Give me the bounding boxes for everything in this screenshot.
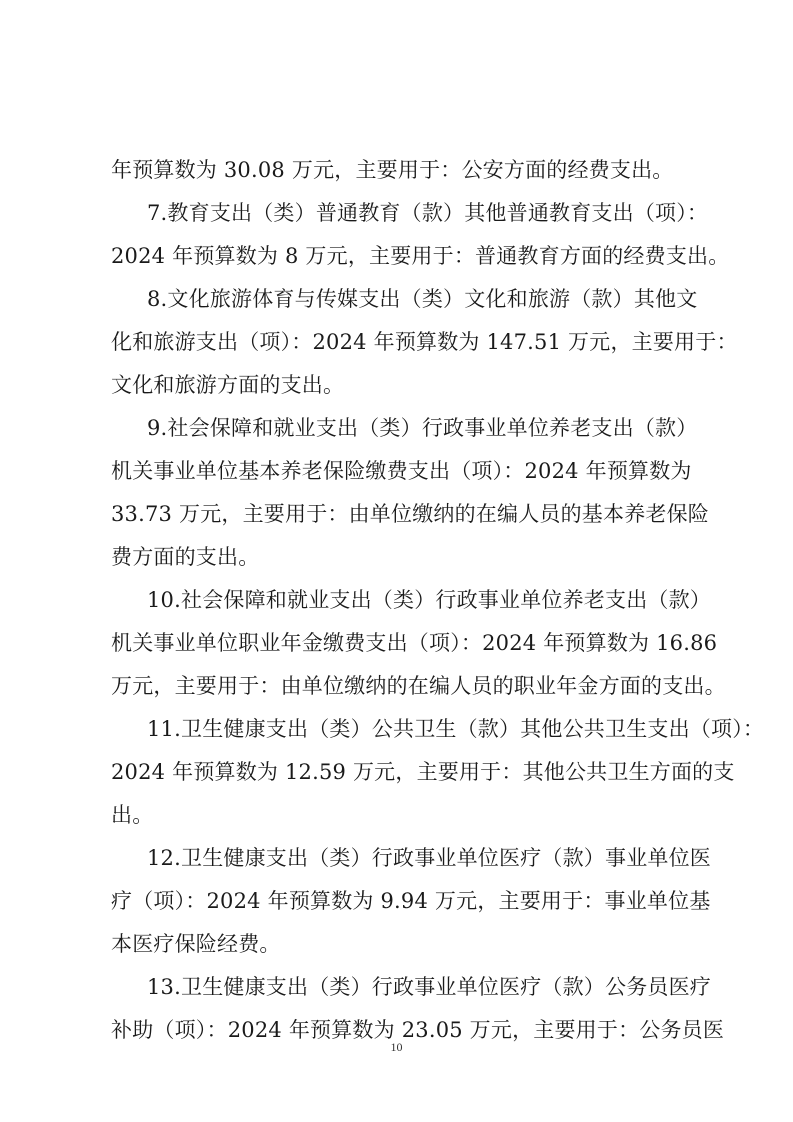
paragraph-12-line: 12.卫生健康支出（类）行政事业单位医疗（款）事业单位医 (147, 846, 711, 870)
paragraph-13-line: 13.卫生健康支出（类）行政事业单位医疗（款）公务员医疗 (147, 975, 711, 999)
text-line: 化和旅游支出（项）：2024 年预算数为 147.51 万元，主要用于： (111, 330, 738, 354)
paragraph-10-line: 10.社会保障和就业支出（类）行政事业单位养老支出（款） (147, 588, 711, 612)
text-line: 补助（项）：2024 年预算数为 23.05 万元，主要用于：公务员医 (111, 1018, 725, 1042)
text-line: 文化和旅游方面的支出。 (111, 373, 345, 397)
text-line: 机关事业单位基本养老保险缴费支出（项）：2024 年预算数为 (111, 459, 692, 483)
paragraph-9-line: 9.社会保障和就业支出（类）行政事业单位养老支出（款） (147, 416, 698, 440)
paragraph-11-line: 11.卫生健康支出（类）公共卫生（款）其他公共卫生支出（项）： (147, 717, 765, 741)
paragraph-7-line: 7.教育支出（类）普通教育（款）其他普通教育支出（项）： (147, 201, 709, 225)
text-line: 年预算数为 30.08 万元，主要用于：公安方面的经费支出。 (111, 158, 674, 182)
text-line: 疗（项）：2024 年预算数为 9.94 万元，主要用于：事业单位基 (111, 889, 711, 913)
text-line: 机关事业单位职业年金缴费支出（项）：2024 年预算数为 16.86 (111, 631, 718, 655)
page-number: 10 (390, 1040, 403, 1054)
text-line: 2024 年预算数为 8 万元，主要用于：普通教育方面的经费支出。 (111, 244, 730, 268)
text-line: 本医疗保险经费。 (111, 932, 281, 956)
paragraph-8-line: 8.文化旅游体育与传媒支出（类）文化和旅游（款）其他文 (147, 287, 698, 311)
text-line: 出。 (111, 803, 154, 827)
text-line: 2024 年预算数为 12.59 万元，主要用于：其他公共卫生方面的支 (111, 760, 735, 784)
text-line: 万元，主要用于：由单位缴纳的在编人员的职业年金方面的支出。 (111, 674, 726, 698)
text-line: 费方面的支出。 (111, 545, 260, 569)
text-line: 33.73 万元，主要用于：由单位缴纳的在编人员的基本养老保险 (111, 502, 709, 526)
